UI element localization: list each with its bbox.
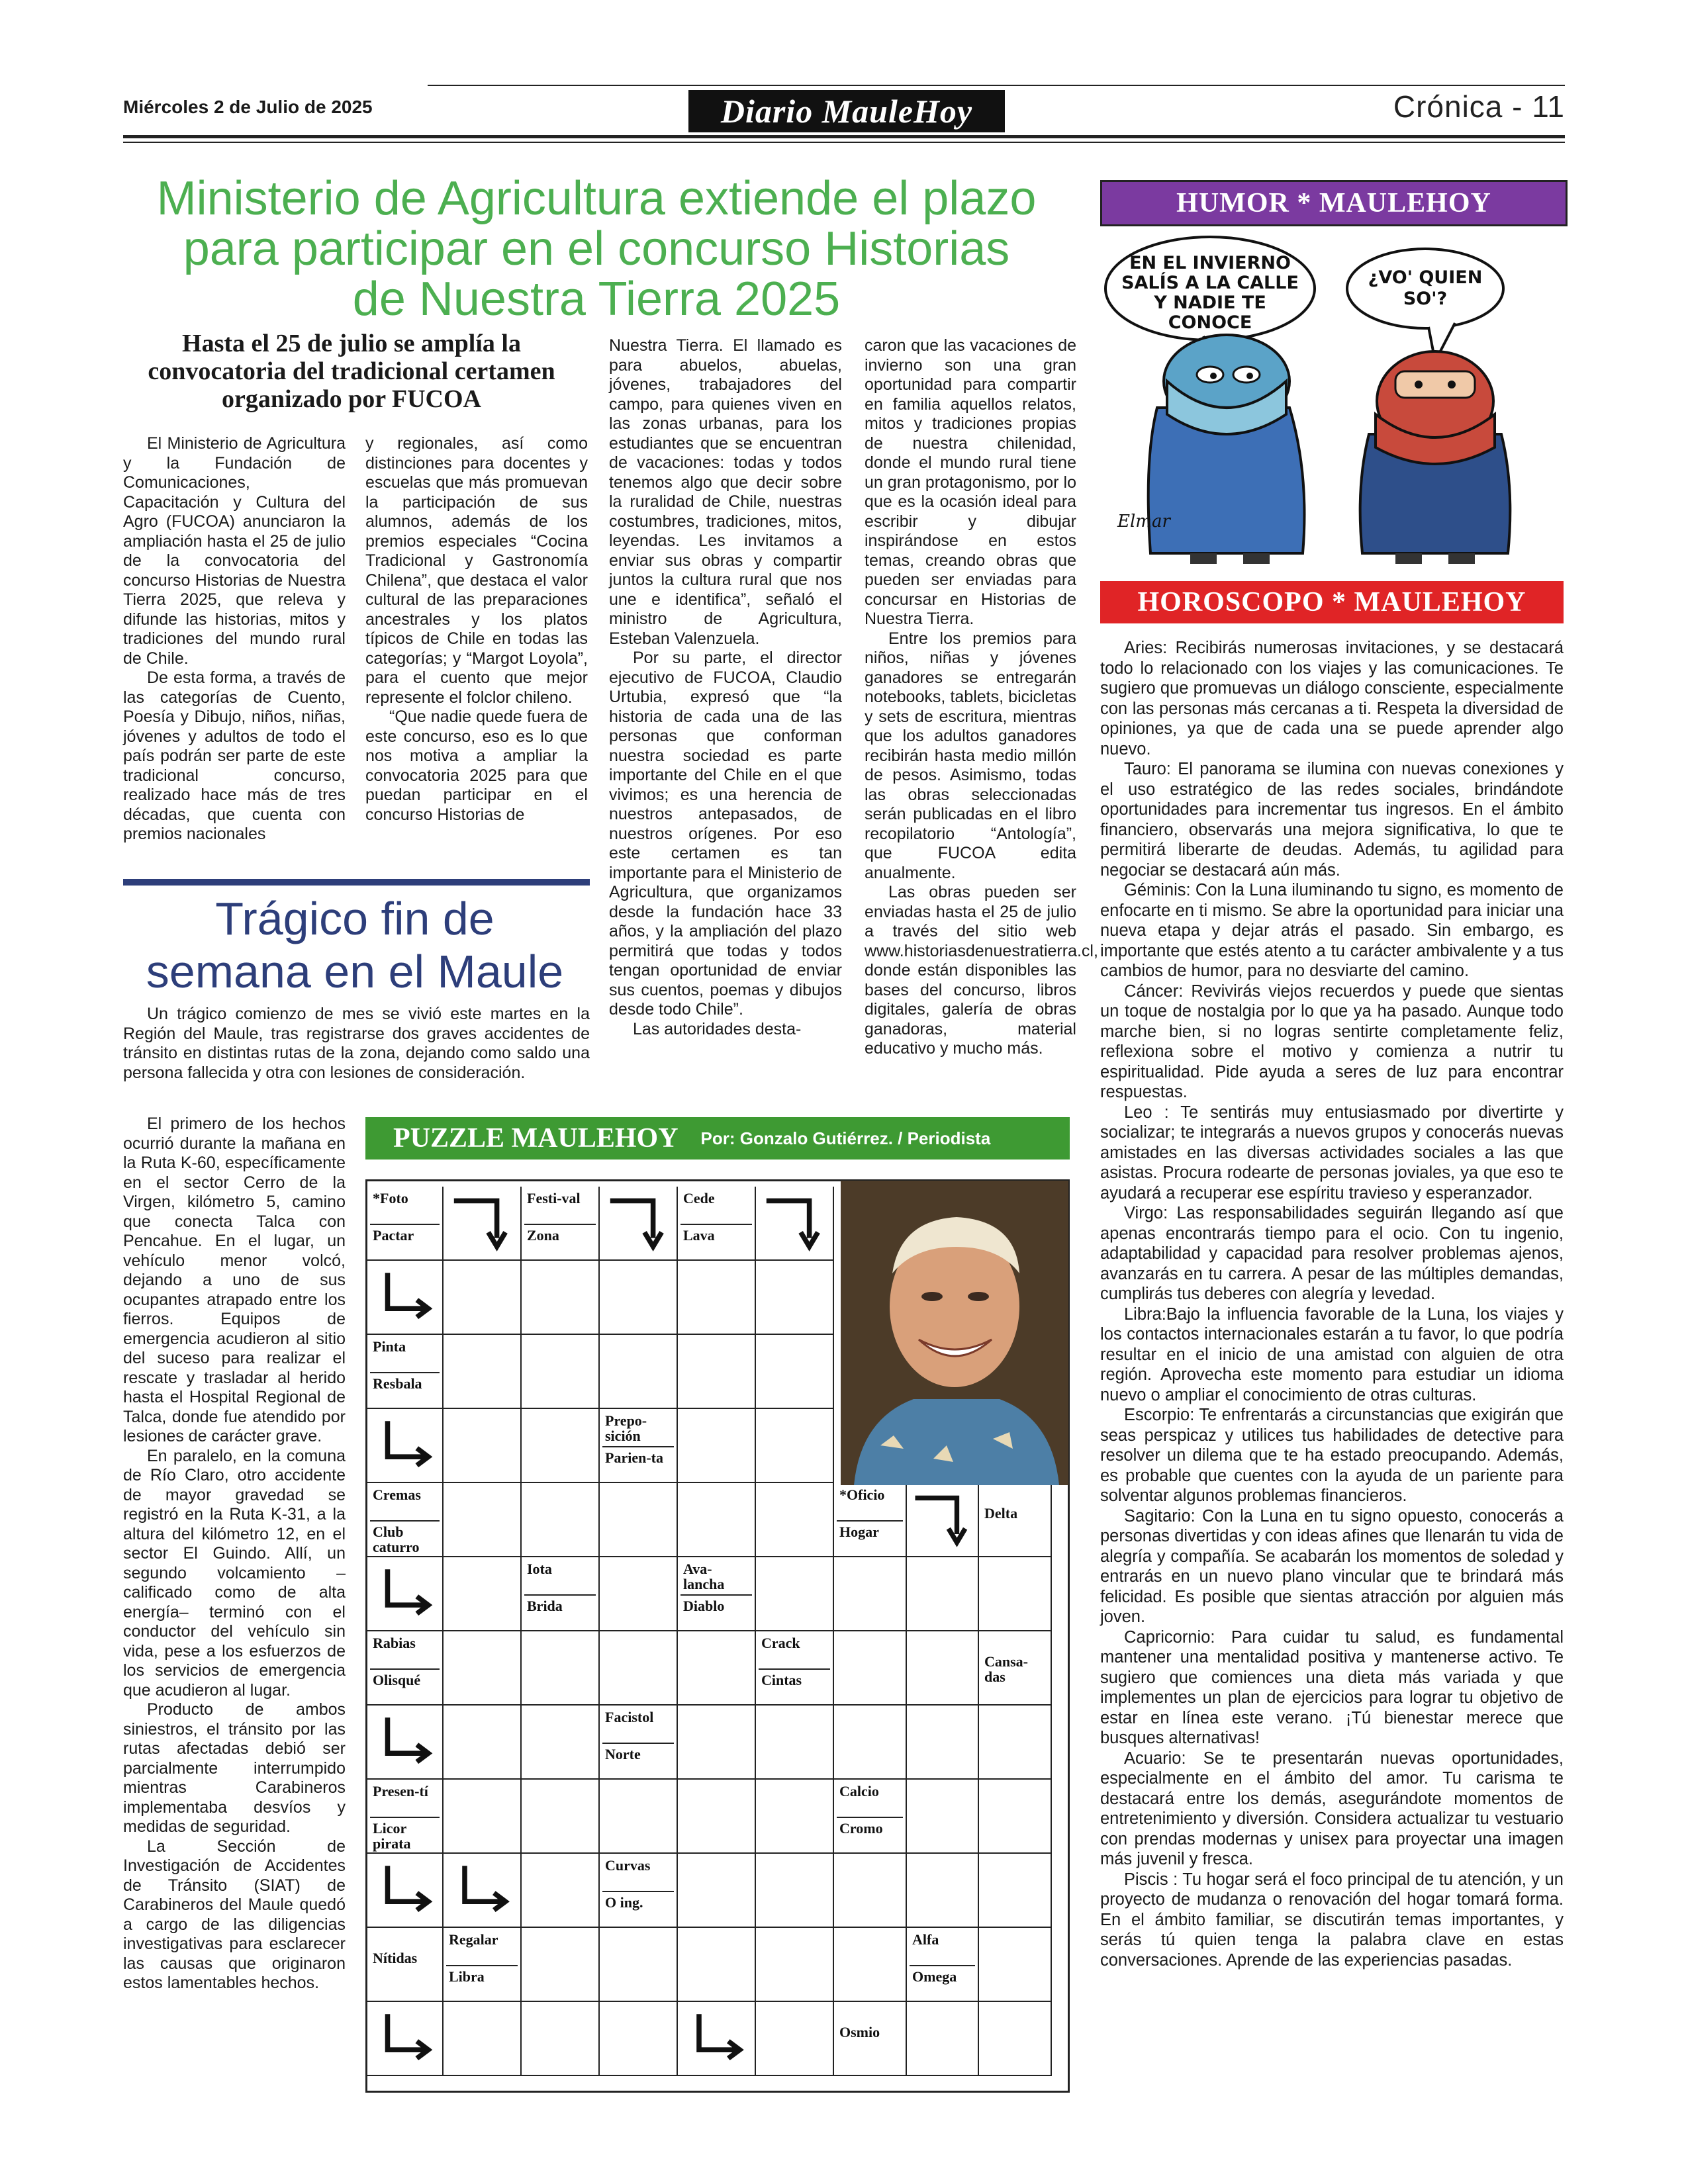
humor-cartoon — [1104, 236, 1564, 569]
clue-divider — [910, 1965, 975, 1966]
crossword-clue: Ava-lancha — [683, 1561, 725, 1592]
paragraph: Las autoridades desta- — [633, 1019, 802, 1038]
crossword-clue: Regalar — [449, 1931, 498, 1948]
paragraph: La Sección de Investigación de Accidentes de Tránsito (SIAT) de Carabineros del Maule quedó a cargo de las diligencias investigativas para esclarecer las causas que originaron estos lamentables hechos. — [123, 1837, 346, 1992]
crossword-clue: Festi-val — [527, 1190, 581, 1206]
crossword-clue: Brida — [527, 1598, 563, 1614]
paragraph: “Que nadie quede fuera de este concurso, eso es lo que nos motiva a ampliar la convocatoria 2025 para que puedan participar en el concurso Historias de — [365, 707, 588, 824]
crossword-cell[interactable] — [979, 1854, 1052, 1928]
crossword-clue: Licor pirata — [373, 1820, 411, 1852]
crossword-cell[interactable] — [522, 2002, 600, 2076]
clue-divider — [602, 1446, 674, 1447]
crossword-clue: Resbala — [373, 1375, 422, 1392]
crossword-clue: Curvas — [605, 1857, 651, 1874]
crossword-cell[interactable] — [907, 2002, 979, 2076]
crossword-cell[interactable] — [444, 1780, 522, 1854]
clue-divider — [370, 1668, 440, 1670]
arrow-down-right-icon — [369, 1262, 442, 1334]
crossword-clue: Nítidas — [373, 1950, 418, 1966]
crossword-clue: Delta — [984, 1505, 1018, 1522]
crossword-cell[interactable] — [756, 1261, 834, 1335]
headline-line: semana en el Maule — [146, 946, 564, 997]
crossword-cell[interactable] — [600, 1261, 678, 1335]
crossword-cell[interactable] — [834, 1706, 907, 1780]
clue-divider — [837, 1817, 903, 1818]
crossword-cell[interactable] — [678, 1928, 756, 2002]
crossword-cell[interactable] — [678, 1780, 756, 1854]
horoscope-tauro: Tauro: El panorama se ilumina con nuevas conexiones y el uso estratégico de las redes sociales, brindándote oportunidades para incrementar tus ingresos. En el ámbito financiero, observarás una mejora significativa, lo que te permitirá liberarte de deudas. Además, tu agilidad para negociar se destacará aún más. — [1100, 760, 1564, 880]
crossword-cell[interactable] — [834, 1631, 907, 1706]
crossword-cell[interactable] — [678, 1483, 756, 1557]
section-page-label: Crónica - 11 — [1393, 89, 1565, 124]
crossword-cell[interactable] — [907, 1854, 979, 1928]
paragraph: Un trágico comienzo de mes se vivió este martes en la Región del Maule, tras registrarse dos graves accidentes de tránsito en distintas rutas de la zona, dejando como saldo una persona fallecida y otra con lesiones de consideración. — [123, 1005, 590, 1082]
crossword-cell[interactable] — [522, 1706, 600, 1780]
crossword-cell[interactable] — [678, 1706, 756, 1780]
crossword-cell[interactable] — [678, 1631, 756, 1706]
figure-right — [1360, 351, 1511, 564]
horoscope-virgo: Virgo: Las responsabilidades seguirán llegando así que apenas encontrarás tiempo para el ocio. Con tu ingenio, adaptabilidad y capacidad para resolver problemas ajenos, avanzarás en tu carrera. A pesar de las múltiples demandas, cumplirás tus deberes con alegría y levedad. — [1100, 1204, 1564, 1303]
crossword-clue: Cintas — [761, 1672, 802, 1688]
paragraph: De esta forma, a través de las categorías de Cuento, Poesía y Dibujo, niños, niñas, jóvenes y adultos de todo el país podrán ser parte de este tradicional concurso, realizado hace más de tres décadas, que cuenta con premios nacionales — [123, 668, 346, 843]
crossword-cell[interactable] — [834, 1928, 907, 2002]
article2-body — [123, 1115, 346, 1993]
arrow-down-icon — [757, 1188, 833, 1259]
crossword-cell[interactable] — [444, 2002, 522, 2076]
crossword-clue: Presen-tí — [373, 1783, 428, 1799]
crossword-cell[interactable] — [979, 1557, 1052, 1631]
crossword-cell[interactable] — [444, 1706, 522, 1780]
horoscope-geminis: Géminis: Con la Luna iluminando tu signo, es momento de enfocarte en ti mismo. Se abre la oportunidad para iniciar una nueva etapa y dejar atrás el pasado. Sin embargo, es importante que estés atento a tu carácter ambivalente y a tus cambios de humor, para no desviarte del camino. — [1100, 881, 1564, 980]
horoscope-sagitario: Sagitario: Con la Luna en tu signo opuesto, conocerás a personas divertidas y con ideas afines que llenarán tu vida de alegría y compañía. Se acabarán los momentos de soledad y entrarás en un nuevo plano vincular que te brindará más felicidad. Es posible que sientas atracción por alguien más joven. — [1100, 1506, 1564, 1626]
crossword-clue: Omega — [912, 1968, 957, 1985]
puzzle-byline: Por: Gonzalo Gutiérrez. / Periodista — [700, 1128, 991, 1148]
puzzle-photo — [841, 1181, 1068, 1485]
headline-line: para participar en el concurso Historias — [183, 222, 1010, 275]
cartoonist-signature: Elmar — [1117, 512, 1170, 531]
crossword-cell[interactable] — [522, 1928, 600, 2002]
horoscope-list — [1100, 638, 1564, 1970]
headline-line: de Nuestra Tierra 2025 — [352, 273, 841, 326]
crossword-cell[interactable] — [756, 1335, 834, 1409]
crossword-clue: Cansa-das — [984, 1653, 1029, 1685]
crossword-cell[interactable] — [522, 1854, 600, 1928]
crossword-cell[interactable] — [600, 1780, 678, 1854]
crossword-cell[interactable] — [444, 1335, 522, 1409]
arrow-down-right-icon — [445, 1855, 520, 1927]
clue-divider — [837, 1520, 903, 1522]
crossword-clue: Zona — [527, 1227, 559, 1244]
crossword-cell[interactable] — [444, 1409, 522, 1483]
crossword-cell[interactable] — [907, 1557, 979, 1631]
headline-line: Trágico fin de — [215, 893, 494, 944]
crossword-cell[interactable] — [522, 1483, 600, 1557]
header-top-rule — [428, 85, 1565, 86]
crossword-cell[interactable] — [522, 1631, 600, 1706]
headline-line: Ministerio de Agricultura extiende el plazo — [156, 172, 1037, 225]
crossword-cell[interactable] — [756, 1557, 834, 1631]
puzzle-title: PUZZLE MAULEHOY — [393, 1123, 679, 1154]
crossword-cell[interactable] — [522, 1335, 600, 1409]
section-divider — [123, 879, 590, 886]
crossword-clue: Parien-ta — [605, 1449, 663, 1466]
crossword-cell[interactable] — [444, 1557, 522, 1631]
crossword-clue: Iota — [527, 1561, 552, 1577]
bubble-left-line: SALÍS A LA CALLE — [1121, 273, 1299, 293]
clue-divider — [680, 1594, 752, 1596]
crossword-cell[interactable] — [678, 1854, 756, 1928]
crossword-clue: Facistol — [605, 1709, 654, 1725]
header-bottom-rule-thin — [123, 142, 1565, 143]
crossword-cell[interactable] — [600, 1928, 678, 2002]
crossword-clue: Diablo — [683, 1598, 725, 1614]
crossword-clue: Crack — [761, 1635, 800, 1651]
horoscope-libra: Libra:Bajo la influencia favorable de la Luna, los viajes y los contactos internacionales estarán a tu favor, lo que podría resultar en el inicio de una amistad con alguien de otra región. Aprovecha este momento para estudiar un idioma nuevo o ampliar el conocimiento de otras culturas. — [1100, 1304, 1564, 1404]
clue-divider — [370, 1224, 440, 1225]
masthead-logo: Diario MauleHoy — [688, 90, 1005, 132]
crossword-cell[interactable] — [600, 1335, 678, 1409]
arrow-down-right-icon — [679, 2003, 755, 2075]
crossword-clue: Prepo-sición — [605, 1412, 647, 1444]
crossword-cell[interactable] — [522, 1261, 600, 1335]
horoscope-capricornio: Capricornio: Para cuidar tu salud, es fundamental mantener una mentalidad positiva y mantenerse activo. Te sugiero que comiences una dieta más variada y que implementes un plan de ejercicios para lograr tu objetivo de estar en línea este verano. ¡Tú bienestar merece que busques alternativas! — [1100, 1627, 1564, 1747]
horoscope-aries: Aries: Recibirás numerosas invitaciones, y se destacará todo lo relacionado con los viajes y las comunicaciones. Te sugiero que promuevas un diálogo consciente, especialmente con las personas más cercanas a ti. Respeta la diversidad de opiniones, ya que de cada una se puede aprender algo nuevo. — [1100, 639, 1564, 758]
crossword-cell[interactable] — [907, 1780, 979, 1854]
crossword-clue: Olisqué — [373, 1672, 421, 1688]
clue-divider — [446, 1965, 518, 1966]
crossword-cell[interactable] — [756, 1409, 834, 1483]
paragraph: y regionales, así como distinciones para docentes y escuelas que más promuevan la participación de sus alumnos, además de los premios especiales “Cocina Tradicional y Gastronomía Chilena”, que destaca el valor cultural de las preparaciones ancestrales y los platos típicos de Chile en todas las categorías; y “Margot Loyola”, para el cuento que mejor represente el folclor chileno. — [365, 434, 588, 707]
crossword-cell[interactable] — [678, 1335, 756, 1409]
crossword-cell[interactable] — [979, 1928, 1052, 2002]
clue-divider — [370, 1817, 440, 1818]
crossword-cell[interactable] — [678, 1409, 756, 1483]
crossword-clue: Alfa — [912, 1931, 939, 1948]
horoscope-cancer: Cáncer: Revivirás viejos recuerdos y puede que sientas un toque de nostalgia por lo que ya ha pasado. Aunque todo marche bien, si no logras sentirte completamente feliz, reflexiona sobre el motivo y comienza a nutrir tu espiritualidad. Pide ayuda a seres de luz para encontrar respuestas. — [1100, 981, 1564, 1101]
crossword-cell[interactable] — [756, 1706, 834, 1780]
crossword-cell[interactable] — [444, 1261, 522, 1335]
crossword-cell[interactable] — [444, 1631, 522, 1706]
crossword-clue: Cromo — [839, 1820, 883, 1837]
article-column-1 — [123, 434, 346, 844]
crossword-clue: Libra — [449, 1968, 485, 1985]
paragraph: Producto de ambos siniestros, el tránsito por las rutas afectadas debió ser parcialmente interrumpido mientras Carabineros implementaba desvíos y medidas de seguridad. — [123, 1700, 346, 1836]
crossword-clue: *Foto — [373, 1190, 408, 1206]
issue-date: Miércoles 2 de Julio de 2025 — [123, 97, 373, 117]
paragraph: Las obras pueden ser enviadas hasta el 25 de julio a través del sitio web www.historiasdenuestratierra.cl, donde están disponibles las bases del concurso, libros digitales, galería de obras ganadoras, material educativo y mucho más. — [865, 883, 1098, 1058]
crossword-cell[interactable] — [756, 1854, 834, 1928]
crossword-clue: Pinta — [373, 1338, 406, 1355]
crossword-clue: Cede — [683, 1190, 715, 1206]
paragraph: Entre los premios para niños, niñas y jóvenes ganadores se entregarán notebooks, tablets, bicicletas y sets de escritura, mientras que los adultos ganadores recibirán hasta medio millón de pesos. Asimismo, todas las obras seleccionadas serán publicadas en el libro recopilatorio “Antología”, que FUCOA edita anualmente. — [865, 629, 1076, 882]
crossword-cell[interactable] — [444, 1483, 522, 1557]
horoscope-acuario: Acuario: Se te presentarán nuevas oportunidades, especialmente en el ámbito del amor. Tu carisma te destacará entre los demás, asegurándote momentos de entretenimiento y diversión. Considera actualizar tu vestuario con prendas modernas y unisex para proyectar una imagen más juvenil y fresca. — [1100, 1749, 1564, 1868]
article2-lead — [123, 1005, 590, 1083]
crossword-cell[interactable] — [834, 1854, 907, 1928]
clue-divider — [370, 1372, 440, 1373]
article-column-3 — [609, 336, 842, 1039]
humor-banner: HUMOR * MAULEHOY — [1100, 180, 1568, 226]
clue-divider — [370, 1520, 440, 1522]
crossword-clue: Hogar — [839, 1524, 879, 1540]
crossword-cell[interactable] — [522, 1780, 600, 1854]
article2-headline — [123, 892, 586, 998]
arrow-down-icon — [601, 1188, 677, 1259]
bubble-left-line: EN EL INVIERNO — [1129, 253, 1291, 273]
paragraph: Nuestra Tierra. El llamado es para abuelos, abuelas, jóvenes, trabajadores del campo, para quienes viven en las zonas urbanas, para los estudiantes que se encuentran de vacaciones: todas y todos tenemos algo que decir sobre la ruralidad de Chile, nuestras costumbres, tradiciones, mitos, leyendas. Les invitamos a enviar sus obras y compartir juntos la cultura rural que nos une e identifica”, señaló el ministro de Agricultura, Esteban Valenzuela. — [609, 336, 842, 648]
paragraph: El Ministerio de Agricultura y la Fundación de Comunicaciones, Capacitación y Cultura del Agro (FUCOA) anunciaron la ampliación hasta el 25 de julio de la convocatoria del concurso Historias de Nuestra Tierra 2025, que releva y difunde las historias, mitos y tradiciones del mundo rural de Chile. — [123, 434, 346, 668]
crossword-cell[interactable] — [600, 1631, 678, 1706]
article-deck: Hasta el 25 de julio se amplía la convocatoria del tradicional certamen organizado por FUCOA — [148, 330, 555, 413]
clue-divider — [759, 1668, 830, 1670]
clue-divider — [524, 1224, 596, 1225]
arrow-down-right-icon — [369, 1410, 442, 1482]
clue-divider — [602, 1891, 674, 1892]
crossword-clue: O ing. — [605, 1894, 643, 1911]
crossword-cell[interactable] — [522, 1409, 600, 1483]
arrow-down-icon — [445, 1188, 520, 1259]
crossword-clue: Osmio — [839, 2024, 880, 2040]
crossword-cell[interactable] — [600, 1557, 678, 1631]
clue-divider — [524, 1594, 596, 1596]
crossword-cell[interactable] — [907, 1706, 979, 1780]
arrow-down-right-icon — [369, 1855, 442, 1927]
crossword-cell[interactable] — [979, 1706, 1052, 1780]
horoscope-leo: Leo : Te sentirás muy entusiasmado por divertirte y socializar; te integrarás a nuevos grupos y conocerás nuevas amistades en las diversas actividades sociales a las que asistas. Procura rodearte de personas joviales, ya que eso te ayudará a recuperar ese espíritu travieso y esperanzador. — [1100, 1103, 1564, 1203]
arrow-down-icon — [908, 1484, 978, 1556]
bubble-left-line: Y NADIE TE — [1154, 293, 1266, 313]
figure-left — [1149, 335, 1305, 564]
horoscope-piscis: Piscis : Tu hogar será el foco principal de tu atención, y un proyecto de mudanza o renovación del hogar tomará forma. En el ámbito familiar, se discutirán temas importantes, y serás tú quien tenga la palabra clave en estas conversaciones. Aprende de las experiencias pasadas. — [1100, 1870, 1564, 1970]
crossword-clue: Cremas — [373, 1486, 421, 1503]
crossword-clue: Rabias — [373, 1635, 416, 1651]
crossword-clue: Lava — [683, 1227, 715, 1244]
horoscope-escorpio: Escorpio: Te enfrentarás a circunstancias que exigirán que seas perspicaz y utilices tus habilidades de detective para resolver un dilema que te ha estado preocupando. Además, es probable que cuentes con la ayuda de un pariente para solventar algunos problemas financieros. — [1100, 1406, 1564, 1505]
crossword-cell[interactable] — [834, 1557, 907, 1631]
article-headline — [123, 173, 1070, 324]
crossword-cell[interactable] — [756, 1483, 834, 1557]
arrow-down-right-icon — [369, 1559, 442, 1630]
crossword-clue: *Oficio — [839, 1486, 885, 1503]
crossword-clue: Club caturro — [373, 1524, 420, 1555]
bubble-right-line: SO'? — [1403, 289, 1448, 309]
crossword-cell[interactable] — [600, 2002, 678, 2076]
crossword-cell[interactable] — [756, 2002, 834, 2076]
crossword-cell[interactable] — [678, 1261, 756, 1335]
paragraph: El primero de los hechos ocurrió durante la mañana en la Ruta K-60, específicamente en el sector Cerro de la Virgen, kilómetro 5, camino que conecta Talca con Pencahue. En el lugar, un vehículo menor volcó, dejando a uno de sus ocupantes atrapado entre los fierros. Equipos de emergencia acudieron al sitio del suceso para realizar el rescate y trasladar al herido hasta el Hospital Regional de Talca, donde fue atendido por lesiones de carácter grave. — [123, 1115, 346, 1445]
arrow-down-right-icon — [369, 2003, 442, 2075]
crossword-cell[interactable] — [600, 1483, 678, 1557]
article-column-4 — [865, 336, 1098, 1059]
bubble-left-line: CONOCE — [1168, 312, 1252, 333]
crossword-clue: Norte — [605, 1746, 641, 1762]
crossword-clue: Pactar — [373, 1227, 414, 1244]
paragraph: En paralelo, en la comuna de Río Claro, otro accidente de mayor gravedad se registró en la Ruta K-31, a la altura del kilómetro 12, en el sector El Guindo. Allí, un segundo volcamiento –calificado como de alta energía– terminó con el conductor del vehículo sin vida, pese a los esfuerzos de los servicios de emergencia que acudieron al lugar. — [123, 1446, 346, 1700]
clue-divider — [680, 1224, 752, 1225]
paragraph: caron que las vacaciones de invierno son una gran oportunidad para compartir en familia aquellos relatos, mitos y tradiciones propias de nuestra chilenidad, donde el mundo rural tiene un gran protagonismo, por lo que es la ocasión ideal para escribir y dibujar inspirándose en estos temas, creando obras que pueden ser enviadas para concursar en Historias de Nuestra Tierra. — [865, 336, 1076, 628]
crossword-cell[interactable] — [756, 1780, 834, 1854]
crossword-cell[interactable] — [756, 1928, 834, 2002]
bubble-right-line: ¿VO' QUIEN — [1368, 267, 1483, 288]
horoscope-banner: HOROSCOPO * MAULEHOY — [1100, 581, 1564, 623]
header-bottom-rule — [123, 135, 1565, 138]
article-column-2 — [365, 434, 588, 825]
paragraph: Por su parte, el director ejecutivo de FUCOA, Claudio Urtubia, expresó que “la historia de cada una de las personas que conforman nuestra sociedad es parte importante del Chile en el que vivimos; es una herencia de nuestros antepasados, de nuestros orígenes. Por eso este certamen es tan importante para el Ministerio de Agricultura, que organizamos desde la fundación hace 33 años, y la ampliación del plazo permitirá que todas y todos tengan oportunidad de enviar sus cuentos, poemas y dibujos desde todo Chile”. — [609, 649, 842, 1019]
crossword-cell[interactable] — [979, 2002, 1052, 2076]
crossword-clue: Calcio — [839, 1783, 879, 1799]
crossword-cell[interactable] — [979, 1780, 1052, 1854]
arrow-down-right-icon — [369, 1707, 442, 1778]
crossword-cell[interactable] — [907, 1631, 979, 1706]
clue-divider — [602, 1743, 674, 1744]
puzzle-banner — [365, 1117, 1070, 1160]
